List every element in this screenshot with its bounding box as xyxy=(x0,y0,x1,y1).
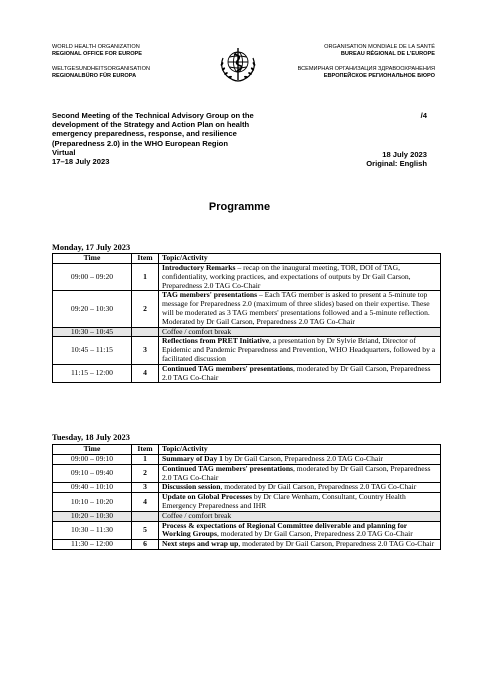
topic-text: , moderated by Dr Gail Carson, Preparedness 2.0 TAG Co-Chair xyxy=(162,463,431,482)
topic-cell xyxy=(159,291,441,327)
table-header-row xyxy=(53,254,441,264)
topic-text: by Dr Clare Wenham, Consultant, Country Health Emergency Preparedness and IHR xyxy=(162,492,406,510)
time-cell: 09:40 – 10:10 xyxy=(53,483,132,493)
time-cell: 10:20 – 10:30 xyxy=(53,511,132,521)
topic-lead: Summary of Day 1 xyxy=(162,454,223,463)
programme-table-day1 xyxy=(52,253,441,383)
programme-title: Programme xyxy=(208,201,271,213)
topic-cell xyxy=(159,493,441,512)
topic-cell xyxy=(159,540,441,550)
time-cell: 10:10 – 10:20 xyxy=(53,493,132,512)
topic-lead: Introductory Remarks xyxy=(162,263,236,272)
column-header-topic: Topic/Activity xyxy=(159,445,441,455)
table-body xyxy=(53,455,441,550)
topic-cell xyxy=(159,464,441,483)
item-cell: 2 xyxy=(132,291,159,327)
column-header-topic: Topic/Activity xyxy=(159,254,441,264)
topic-lead: Process & expectations of Regional Committee deliverable and planning for Working Groups xyxy=(162,520,408,539)
table-row xyxy=(53,364,441,383)
item-cell: 1 xyxy=(132,455,159,465)
table-row xyxy=(53,521,441,540)
item-cell: 5 xyxy=(132,521,159,540)
time-cell: 09:00 – 09:20 xyxy=(53,264,132,291)
item-cell: 6 xyxy=(132,540,159,550)
item-cell: 2 xyxy=(132,464,159,483)
document-language: Original: English xyxy=(366,159,427,169)
day-heading: Tuesday, 18 July 2023 xyxy=(52,433,130,442)
topic-lead: Update on Global Processes xyxy=(162,492,252,502)
who-emblem-icon xyxy=(215,42,261,86)
column-header-item: Item xyxy=(132,445,159,455)
table-body xyxy=(53,264,441,383)
org-name-line: WORLD HEALTH ORGANIZATION xyxy=(52,44,140,50)
time-cell: 09:10 – 09:40 xyxy=(53,464,132,483)
org-office-line: BUREAU RÉGIONAL DE L'EUROPE xyxy=(340,51,435,58)
time-cell: 10:30 – 10:45 xyxy=(53,327,132,337)
column-header-time: Time xyxy=(53,254,132,264)
time-cell: 11:30 – 12:00 xyxy=(53,540,132,550)
org-office-line: REGIONAL OFFICE FOR EUROPE xyxy=(52,51,143,58)
day-heading: Monday, 17 July 2023 xyxy=(52,243,131,252)
org-name-line: ВСЕМИРНАЯ ОРГАНИЗАЦИЯ ЗДРАВООХРАНЕНИЯ xyxy=(297,66,435,72)
item-cell: 4 xyxy=(132,493,159,512)
time-cell: 11:15 – 12:00 xyxy=(53,364,132,383)
topic-cell xyxy=(159,264,441,291)
topic-text: , moderated by Dr Gail Carson, Preparedness 2.0 TAG Co-Chair xyxy=(238,539,435,549)
org-name-line: WELTGESUNDHEITSORGANISATION xyxy=(52,66,151,72)
topic-text: , moderated by Dr Gail Carson, Preparedness 2.0 TAG Co-Chair xyxy=(216,529,413,539)
topic-lead: Discussion session xyxy=(162,482,221,492)
table-header-row xyxy=(53,445,441,455)
topic-lead: Next steps and wrap up xyxy=(162,539,239,549)
item-cell xyxy=(132,511,159,521)
org-name-english xyxy=(52,44,142,58)
item-cell: 1 xyxy=(132,264,159,291)
column-header-item: Item xyxy=(132,254,159,264)
topic-lead: Reflections from PRET Initiative xyxy=(162,336,270,346)
meeting-title-line: development of the Strategy and Action Plan on health xyxy=(52,120,250,130)
item-cell: 3 xyxy=(132,483,159,493)
time-cell: 10:30 – 11:30 xyxy=(53,521,132,540)
topic-text: , a presentation by Dr Sylvie Briand, Director of Epidemic and Pandemic Preparedness and Prevention, WHO Headquarters, followed by a facilitated discussion xyxy=(162,336,436,363)
topic-lead: TAG members' presentations xyxy=(162,290,258,300)
table-row xyxy=(53,493,441,512)
table-row xyxy=(53,464,441,483)
time-cell: 10:45 – 11:15 xyxy=(53,337,132,364)
org-name-russian xyxy=(298,66,435,80)
meeting-title-line: (Preparedness 2.0) in the WHO European Region xyxy=(52,138,228,148)
topic-text: , moderated by Dr Gail Carson, Preparedness 2.0 TAG Co-Chair xyxy=(220,482,417,492)
item-cell: 3 xyxy=(132,337,159,364)
meeting-format: Virtual xyxy=(52,147,76,157)
time-cell: 09:20 – 10:30 xyxy=(53,291,132,327)
topic-cell xyxy=(159,364,441,383)
topic-lead: Continued TAG members' presentations xyxy=(162,463,293,473)
topic-cell xyxy=(159,337,441,364)
meeting-dates: 17–18 July 2023 xyxy=(52,157,110,167)
org-office-line: REGIONALBÜRO FÜR EUROPA xyxy=(52,73,137,80)
document-meta xyxy=(366,150,427,169)
meeting-title-line: Second Meeting of the Technical Advisory Group on the xyxy=(52,111,254,120)
org-name-line: ORGANISATION MONDIALE DE LA SANTÉ xyxy=(324,44,435,50)
topic-text: Coffee / comfort break xyxy=(162,510,232,520)
topic-text: – recap on the inaugural meeting, TOR, DOI of TAG, confidentiality, working practices, and expectations of outputs by Dr Gail Carson, Preparedness 2.0 TAG Co-Chair xyxy=(162,263,411,290)
programme-table-day2 xyxy=(52,444,441,550)
document-reference: /4 xyxy=(420,111,427,120)
topic-lead: Continued TAG members' presentations xyxy=(162,363,293,373)
org-name-german xyxy=(52,66,150,80)
topic-cell xyxy=(159,521,441,540)
org-office-line: ЕВРОПЕЙСКОЕ РЕГИОНАЛЬНОЕ БЮРО xyxy=(323,73,435,80)
document-date: 18 July 2023 xyxy=(382,150,427,159)
table-row xyxy=(53,291,441,327)
meeting-title-block xyxy=(52,111,312,166)
column-header-time: Time xyxy=(53,445,132,455)
item-cell: 4 xyxy=(132,364,159,383)
item-cell xyxy=(132,327,159,337)
table-row xyxy=(53,264,441,291)
time-cell: 09:00 – 09:10 xyxy=(53,455,132,465)
topic-text: , moderated by Dr Gail Carson, Preparedness 2.0 TAG Co-Chair xyxy=(162,363,431,382)
table-row xyxy=(53,337,441,364)
topic-text: Coffee / comfort break xyxy=(162,326,232,336)
topic-text: – Each TAG member is asked to present a 5-minute top message for Preparedness 2.0 (maximum of three slides) based on their expertise. These will be moderated as 3 TAG members' presentations followed and a 5-minute reflection. Moderated by Dr Gail Carson, Preparedness 2.0 TAG Co-Chair xyxy=(162,290,430,326)
topic-text: by Dr Gail Carson, Preparedness 2.0 TAG Co-Chair xyxy=(222,454,383,463)
table-row xyxy=(53,540,441,550)
meeting-title-line: emergency preparedness, response, and resilience xyxy=(52,129,237,139)
org-name-french xyxy=(324,44,435,58)
